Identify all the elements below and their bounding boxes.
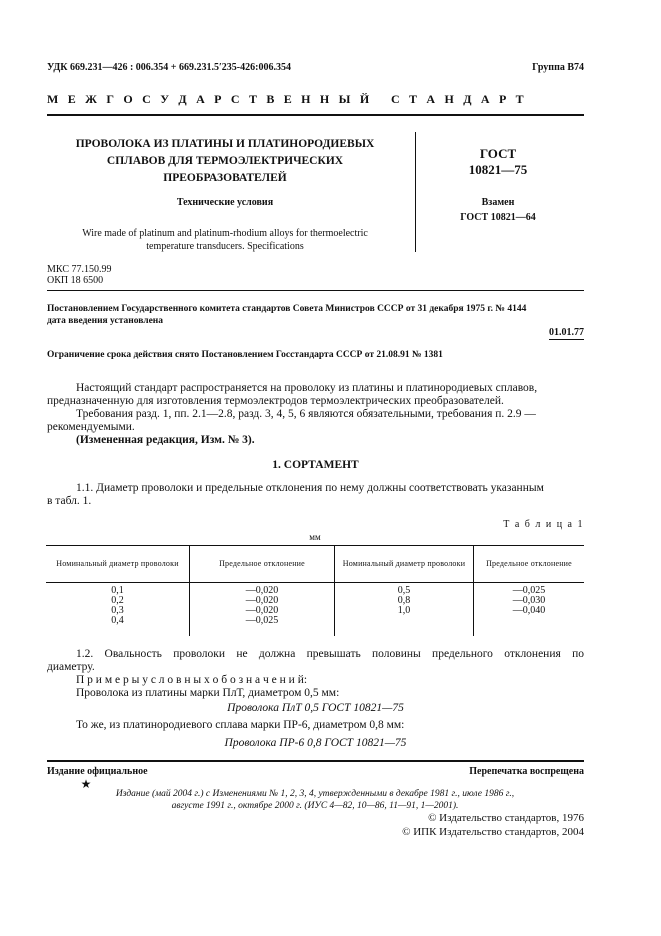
english-title — [40, 227, 410, 253]
clause-1-2 — [47, 648, 584, 700]
title-line-1: ПРОВОЛОКА ИЗ ПЛАТИНЫ И ПЛАТИНОРОДИЕВЫХ — [75, 138, 375, 150]
table-cell: 0,1 — [111, 585, 124, 596]
mks-code: МКС 77.150.99 — [47, 264, 112, 275]
reprint-prohibited: Перепечатка воспрещена — [469, 766, 584, 777]
intro-text — [47, 382, 584, 447]
title-line-2: СПЛАВОВ ДЛЯ ТЕРМОЭЛЕКТРИЧЕСКИХ — [106, 155, 344, 167]
col-tolerance-2 — [474, 583, 585, 637]
amendment-note: (Измененная редакция, Изм. № 3). — [76, 434, 255, 446]
clause-1-1 — [47, 482, 584, 508]
example-2-designation: Проволока ПР-6 0,8 ГОСТ 10821—75 — [224, 737, 407, 749]
title-divider — [415, 132, 416, 252]
edition-history-line-2: августе 1991 г., октябре 2000 г. (ИУС 4—82, 10—86, 11—91, 1—2001). — [171, 801, 459, 811]
star-mark: ★ — [80, 777, 92, 791]
table-cell: —0,020 — [245, 605, 279, 616]
table-1 — [46, 545, 584, 636]
udk-code: УДК 669.231—426 : 006.354 + 669.231.5′235-426:006.354 — [47, 62, 291, 73]
table-cell: 0,2 — [111, 595, 124, 606]
subtitle: Технические условия — [176, 197, 274, 208]
decree-line-1: Постановлением Государственного комитета стандартов Совета Министров СССР от 31 декабря 1975 г. № 4144 — [47, 304, 527, 314]
validity-limit-note: Ограничение срока действия снято Постановлением Госстандарта СССР от 21.08.91 № 1381 — [47, 350, 443, 360]
table-cell: 0,8 — [397, 595, 411, 606]
example-1-description: Проволока из платины марки ПлТ, диаметром 0,5 мм: — [76, 687, 340, 699]
replaces-block — [440, 195, 556, 225]
header-rule — [47, 114, 584, 116]
copyright — [402, 811, 584, 839]
table-cell: —0,025 — [512, 585, 546, 596]
edition-history-line-1: Издание (май 2004 г.) с Изменениями № 1, 2, 3, 4, утвержденными в декабре 1981 г., июле 1986 г., — [115, 789, 515, 799]
clause-1-2-line-2: диаметру. — [47, 661, 95, 673]
table-cell: —0,025 — [245, 615, 279, 626]
replaces-label: Взамен — [481, 197, 515, 208]
copyright-2004: © ИПК Издательство стандартов, 2004 — [402, 826, 584, 838]
clause-1-2-line-1: 1.2. Овальность проволоки не должна превышать половины предельного отклонения по — [76, 648, 584, 660]
example-2-description: То же, из платинородиевого сплава марки ПР-6, диаметром 0,8 мм: — [76, 719, 405, 731]
group-code: Группа В74 — [532, 62, 584, 73]
codes-rule — [47, 290, 584, 291]
examples-heading: П р и м е р ы у с л о в н ы х о б о з н а ч е н и й: — [76, 674, 308, 686]
header-nominal-diameter-2: Номинальный диаметр проволоки — [335, 546, 474, 583]
gost-number-block — [440, 146, 556, 178]
footer-rule — [47, 760, 584, 762]
classification-codes — [47, 264, 111, 286]
intro-p1-line-1: Настоящий стандарт распространяется на проволоку из платины и платинородиевых сплавов, — [76, 382, 538, 394]
decree — [47, 303, 526, 327]
header-nominal-diameter-1: Номинальный диаметр проволоки — [46, 546, 190, 583]
table-cell: —0,040 — [512, 605, 546, 616]
english-title-line-1: Wire made of platinum and platinum-rhodium alloys for thermoelectric — [82, 228, 368, 239]
section-1-heading: 1. СОРТАМЕНТ — [272, 459, 359, 471]
table-cell: 0,3 — [111, 605, 124, 616]
clause-1-1-line-1: 1.1. Диаметр проволоки и предельные отклонения по нему должны соответствовать указанным — [76, 482, 544, 494]
gost-number: 10821—75 — [468, 162, 528, 177]
intro-p2-line-2: рекомендуемыми. — [47, 421, 135, 433]
document-title — [40, 136, 410, 187]
table-cell: 1,0 — [397, 605, 411, 616]
intro-p2-line-1: Требования разд. 1, пп. 2.1—2.8, разд. 3, 4, 5, 6 являются обязательными, требования п. 2.9 — — [76, 408, 536, 420]
table-cell: —0,030 — [512, 595, 546, 606]
header-tolerance-1: Предельное отклонение — [190, 546, 335, 583]
decree-line-2: дата введения установлена — [47, 316, 164, 326]
official-edition: Издание официальное — [47, 766, 148, 777]
english-title-line-2: temperature transducers. Specifications — [146, 241, 304, 252]
example-1-designation: Проволока ПлТ 0,5 ГОСТ 10821—75 — [227, 702, 404, 714]
title-line-3: ПРЕОБРАЗОВАТЕЛЕЙ — [163, 172, 287, 184]
table-cell: —0,020 — [245, 585, 279, 596]
clause-1-1-line-2: в табл. 1. — [47, 495, 92, 507]
table-cell: 0,5 — [397, 585, 411, 596]
gost-label: ГОСТ — [479, 146, 517, 161]
table-unit: мм — [309, 532, 321, 542]
interstate-standard-banner: М Е Ж Г О С У Д А Р С Т В Е Н Н Ы Й С Т А Н Д А Р Т — [47, 92, 527, 106]
col-tolerance-1 — [190, 583, 335, 637]
table-caption: Т а б л и ц а 1 — [503, 519, 584, 530]
effective-date: 01.01.77 — [549, 327, 584, 338]
col-nominal-diameter-2 — [335, 583, 474, 637]
intro-p1-line-2: предназначенную для изготовления термоэлектродов термоэлектрических преобразователей. — [47, 395, 504, 407]
okp-code: ОКП 18 6500 — [47, 275, 104, 286]
table-cell: 0,4 — [111, 615, 124, 626]
col-nominal-diameter-1 — [46, 583, 190, 637]
table-cell: —0,020 — [245, 595, 279, 606]
copyright-1976: © Издательство стандартов, 1976 — [428, 812, 584, 824]
edition-history — [60, 788, 570, 812]
header-tolerance-2: Предельное отклонение — [474, 546, 585, 583]
replaces-standard: ГОСТ 10821—64 — [460, 212, 536, 223]
